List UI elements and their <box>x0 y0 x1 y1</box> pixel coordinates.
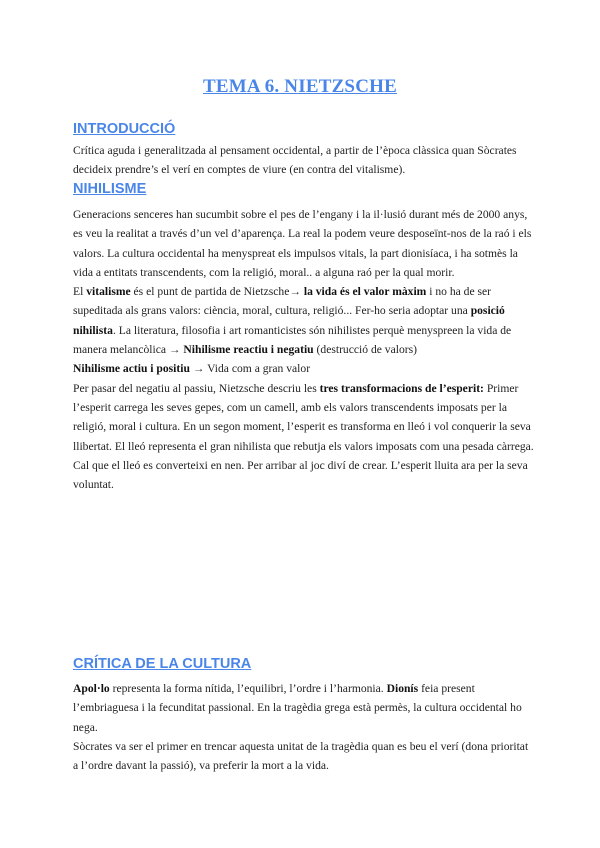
text-run: El <box>73 285 87 299</box>
nihilism-paragraph-3 <box>73 359 535 378</box>
culture-paragraph-1 <box>73 679 535 737</box>
nihilism-section <box>73 205 535 494</box>
nihilism-paragraph-4 <box>73 379 535 495</box>
intro-paragraph: Crítica aguda i generalitzada al pensament occidental, a partir de l’època clàssica quan Sòcrates decideix prendre’s el verí en comptes de viure (en contra del vitalisme). <box>73 144 517 177</box>
culture-section <box>73 679 535 775</box>
bold-text: vitalisme <box>86 285 131 299</box>
culture-paragraph-2: Sòcrates va ser el primer en trencar aquesta unitat de la tragèdia quan es beu el verí (dona prioritat a l’ordre davant la passió), va preferir la mort a la vida. <box>73 739 529 773</box>
text-run: → Vida com a gran valor <box>189 362 311 376</box>
document-title: TEMA 6. NIETZSCHE <box>203 76 397 97</box>
text-run: . La literatura, filosofia i art romanticistes són nihilistes perquè menyspreen la vida de manera melancòlica → <box>73 323 512 357</box>
text-run: (destrucció de valors) <box>313 343 417 357</box>
text-run: Primer l’esperit carrega les seves gepes, com un camell, amb els valors transcendents imposats per la religió, moral i cultura. En un segon moment, l’esperit es transforma en lleó i vol conquerir la seva llibertat. El lleó representa el gran nihilista que rebutja els valors imposats com una pesada càrrega. Cal que el lleó es converteixi en nen. Per arribar al joc diví de crear. L’esperit lluita ara per la seva voluntat. <box>73 381 534 492</box>
bold-text: Nihilisme actiu i positiu <box>73 362 190 376</box>
bold-text: Apol·lo <box>73 682 110 695</box>
intro-section <box>73 141 535 180</box>
nihilism-paragraph-1: Generacions senceres han sucumbit sobre el pes de l’engany i la il·lusió durant més de 2000 anys, es veu la realitat a través d’un vel d’aparença. La real la podem veure desposeïnt-nos de la raó i els valors. La cultura occidental ha menyspreat els impulsos vitals, la part dionisíaca, i ha sotmès la vida a entitats transcendents, com la religió, moral.. a alguna raó per la qual morir. <box>73 208 532 279</box>
nihilism-paragraph-2 <box>73 282 535 359</box>
bold-text: tres transformacions de l’esperit: <box>319 381 484 395</box>
text-run: Per pasar del negatiu al passiu, Nietzsche descriu les <box>73 381 320 395</box>
bold-text: posició nihilista <box>73 304 505 337</box>
text-run: representa la forma nítida, l’equilibri, l’ordre i l’harmonia. <box>109 682 387 695</box>
bold-text: Dionís <box>386 682 419 695</box>
heading-nihilisme: NIHILISME <box>73 181 147 197</box>
text-run: és el punt de partida de Nietzsche→ <box>130 285 304 299</box>
text-run: i no ha de ser supeditada als grans valors: ciència, moral, cultura, religió... Fer-ho seria adoptar una <box>73 285 492 318</box>
bold-text: la vida és el valor màxim <box>303 285 427 299</box>
heading-introduccio: INTRODUCCIÓ <box>73 121 176 137</box>
bold-text: Nihilisme reactiu i negatiu <box>183 343 314 357</box>
heading-critica-cultura: CRÍTICA DE LA CULTURA <box>73 656 252 672</box>
text-run: feia present l’embriaguesa i la fecunditat passional. En la tragèdia grega està permès, la cultura occidental ho nega. <box>73 682 522 734</box>
